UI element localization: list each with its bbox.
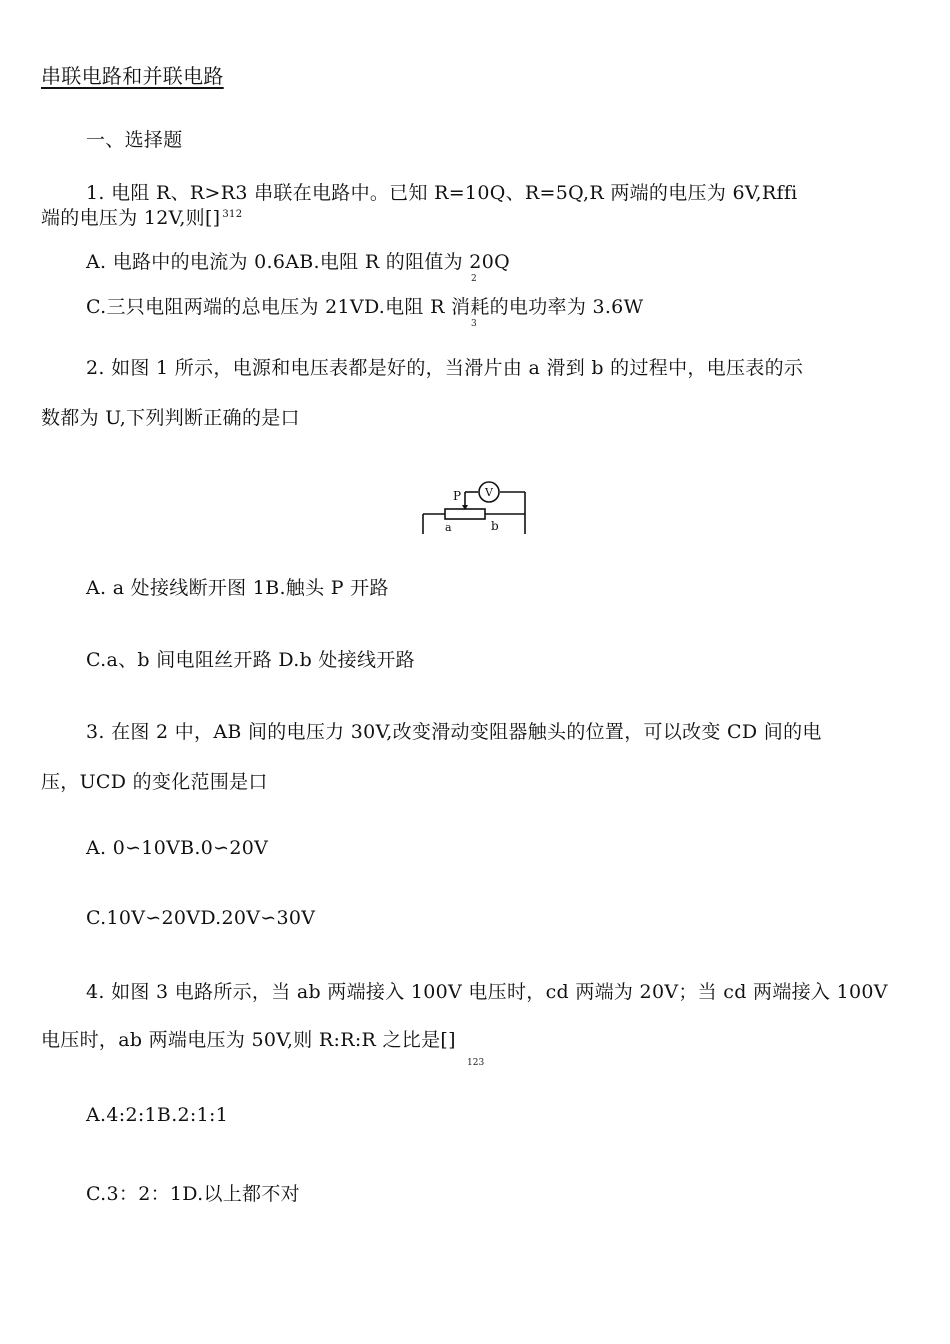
q4-line2: 电压时，ab 两端电压为 50V,则 R:R:R 之比是[] — [41, 1029, 456, 1051]
section-heading: 一、选择题 — [86, 129, 183, 151]
q3-line1: 3. 在图 2 中，AB 间的电压力 30V,改变滑动变阻器触头的位置，可以改变 CD 间的电 — [86, 721, 822, 743]
terminal-label-b: b — [491, 519, 499, 533]
rheostat — [445, 509, 485, 519]
q2-option-a: A. a 处接线断开图 1B.触头 P 开路 — [86, 577, 389, 599]
q1-line1: 1. 电阻 R、R>R3 串联在电路中。已知 R=10Q、R=5Q,R 两端的电压为 6V,Rffi — [86, 182, 798, 204]
q4-option-c: C.3：2：1D.以上都不对 — [86, 1183, 300, 1205]
q1-line2-superscript: 312 — [222, 208, 243, 220]
q4-option-a: A.4:2:1B.2:1:1 — [86, 1104, 229, 1126]
terminal-label-a: a — [445, 521, 452, 534]
q1-line2 — [41, 206, 242, 230]
q1-option-a: A. 电路中的电流为 0.6AB.电阻 R 的阻值为 20Q — [86, 251, 510, 273]
q1-line2-text: 端的电压为 12V,则[] — [41, 207, 221, 229]
q3-option-c: C.10V∽20VD.20V∽30V — [86, 907, 316, 929]
q1-option-c-subscript: 3 — [471, 319, 477, 329]
q3-option-a: A. 0∽10VB.0∽20V — [86, 837, 269, 859]
figure-1-circuit — [415, 478, 535, 536]
q4-line1: 4. 如图 3 电路所示，当 ab 两端接入 100V 电压时，cd 两端为 20V；当 cd 两端接入 100V — [86, 981, 888, 1003]
q4-line2-subscript: 123 — [467, 1058, 485, 1068]
q3-line2: 压，UCD 的变化范围是口 — [41, 771, 268, 793]
q1-option-a-subscript: 2 — [471, 274, 477, 284]
slider-label-p: P — [453, 489, 462, 503]
q1-option-c: C.三只电阻两端的总电压为 21VD.电阻 R 消耗的电功率为 3.6W — [86, 296, 644, 318]
q2-option-c: C.a、b 间电阻丝开路 D.b 处接线开路 — [86, 649, 415, 671]
page-title: 串联电路和并联电路 — [41, 64, 224, 88]
voltmeter-label: V — [485, 486, 493, 499]
q2-line1: 2. 如图 1 所示，电源和电压表都是好的，当滑片由 a 滑到 b 的过程中，电压表的示 — [86, 357, 804, 379]
q2-line2: 数都为 U,下列判断正确的是口 — [41, 407, 300, 429]
